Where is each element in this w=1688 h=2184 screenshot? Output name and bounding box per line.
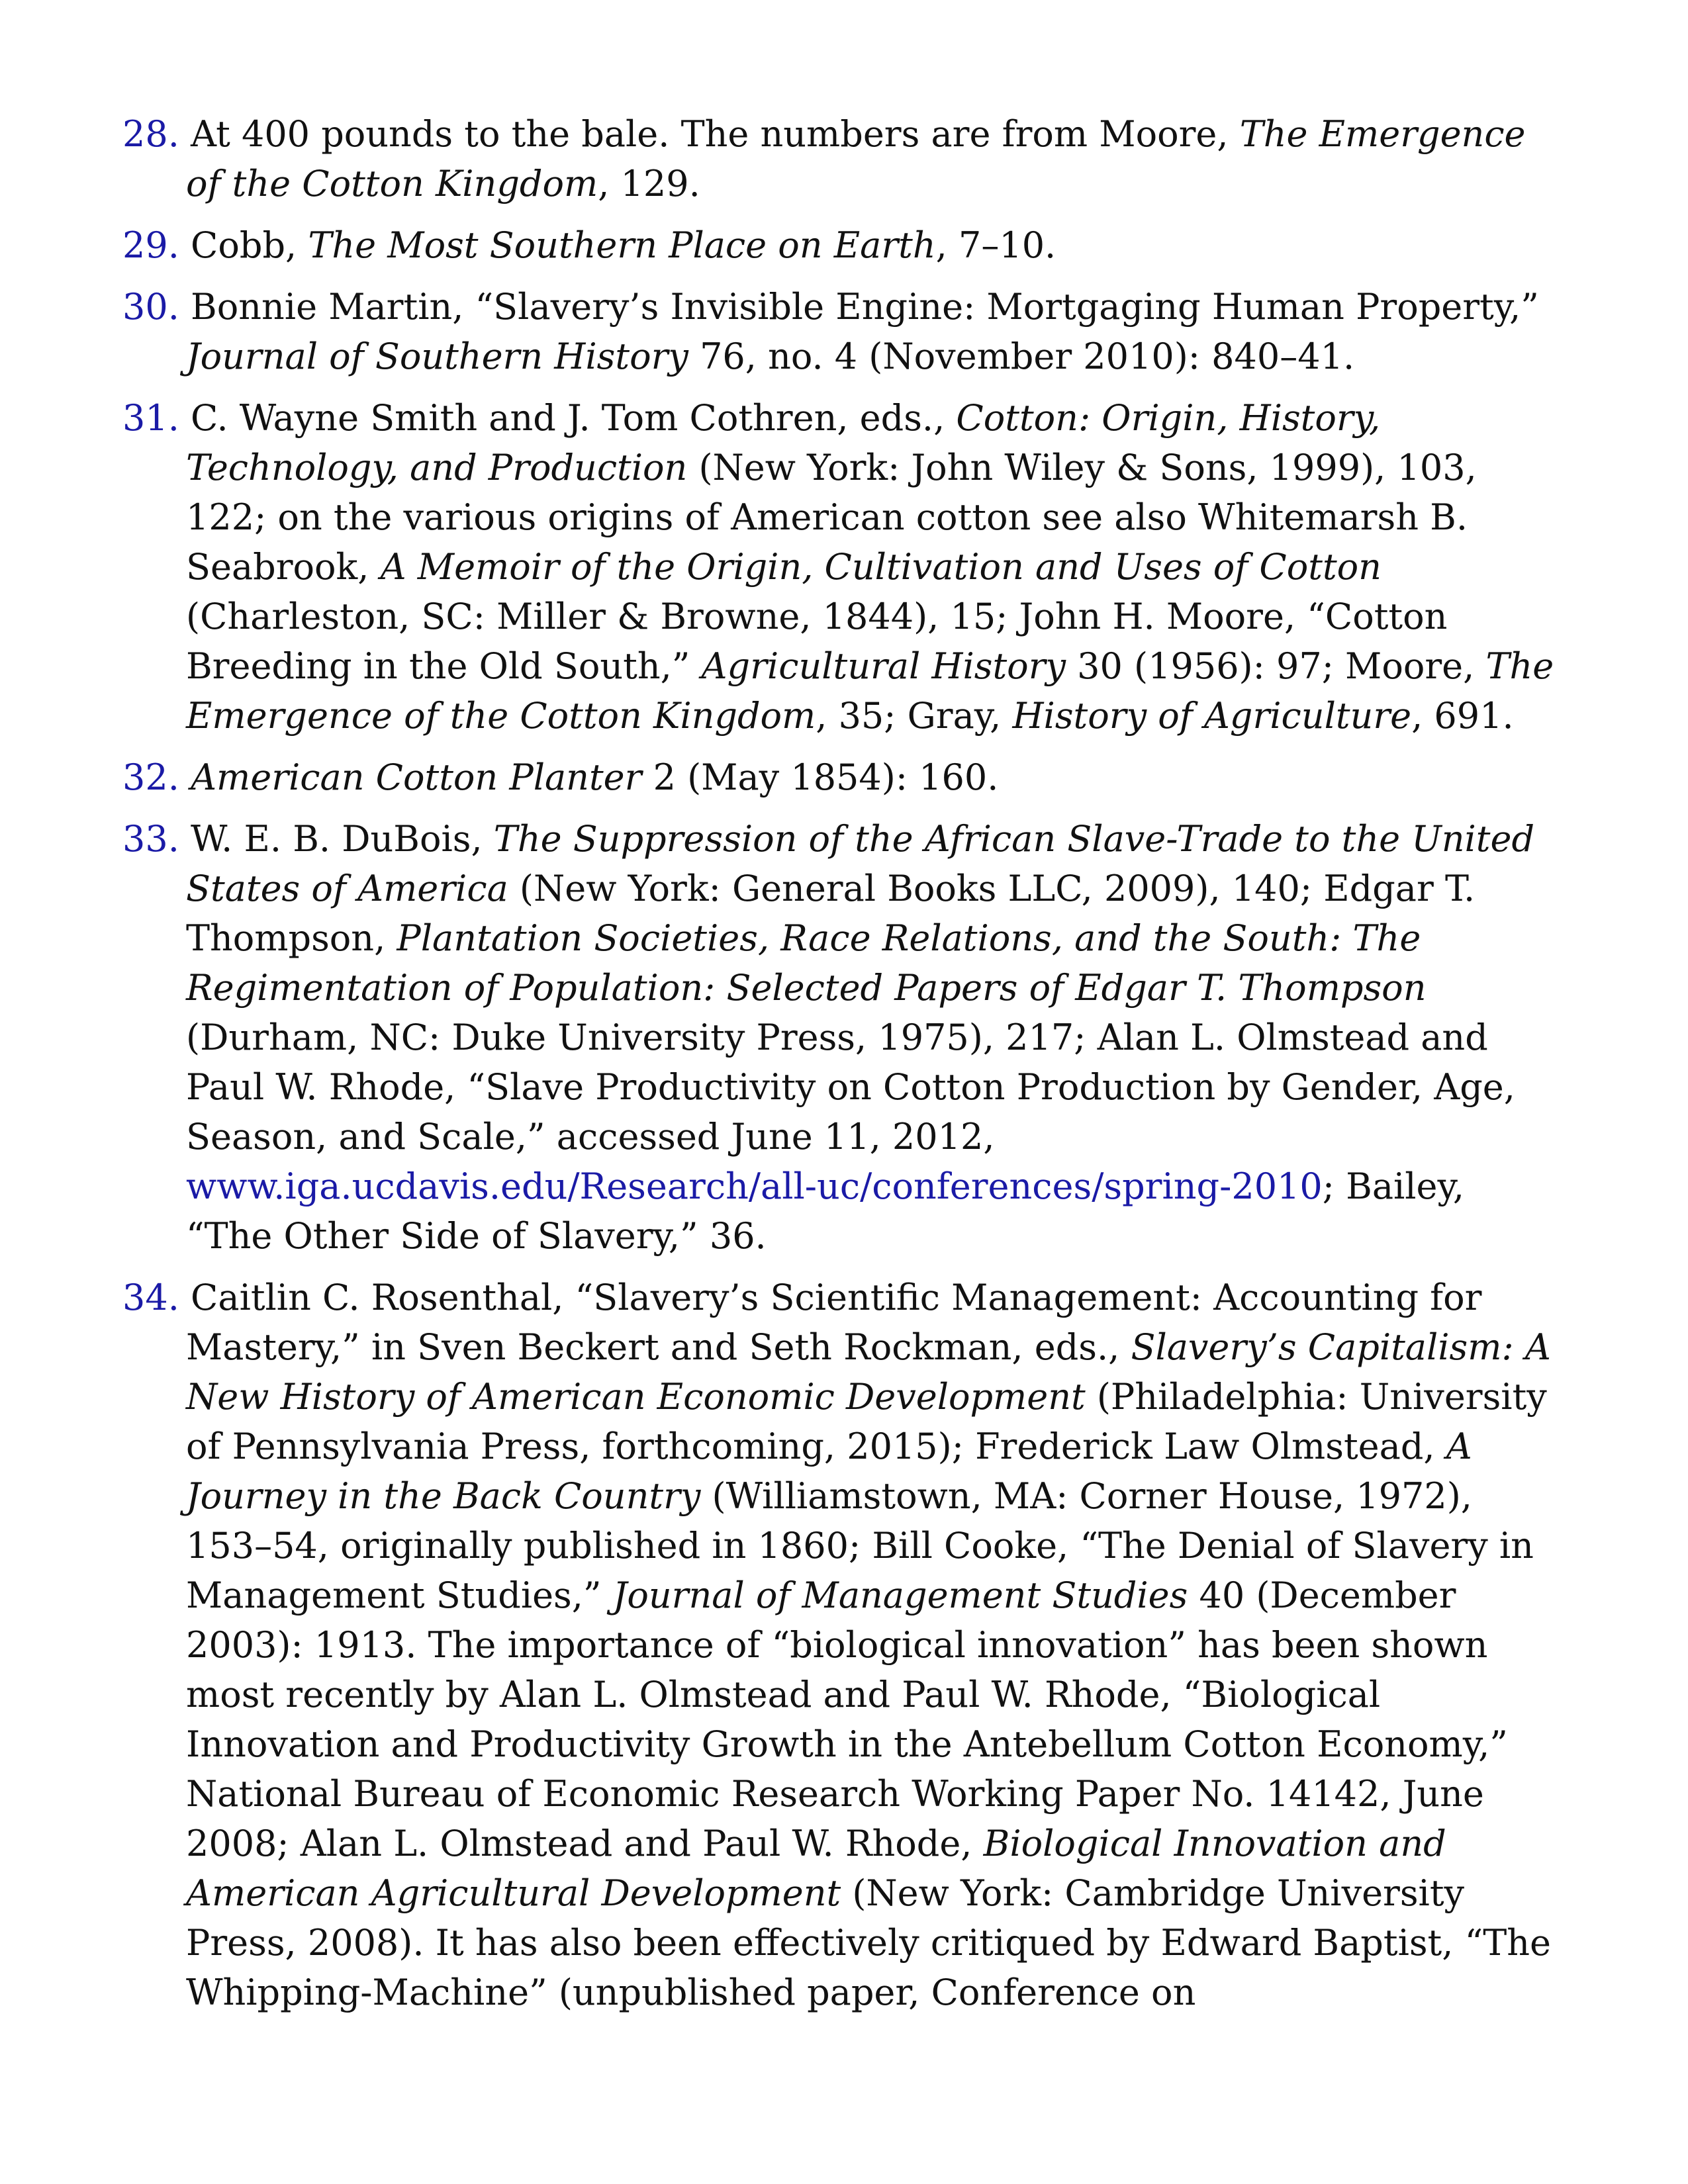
citation-title: American Cotton Planter <box>191 756 642 798</box>
endnote <box>122 220 1559 270</box>
endnote-text: ; Bailey, “The Other Side of Slavery,” 36. <box>186 1165 1465 1257</box>
citation-title: Plantation Societies, Race Relations, and the South: The Regimentation of Population: Selected Papers of Edgar T. Thompson <box>186 917 1427 1009</box>
endnote-text: (Philadelphia: University of Pennsylvania Press, forthcoming, 2015); Frederick Law Olmstead, <box>186 1376 1547 1467</box>
endnote-text: Cobb, <box>179 224 308 266</box>
endnote <box>122 1273 1559 2017</box>
citation-title: The Suppression of the African Slave-Trade to the United States of America <box>186 818 1535 909</box>
endnote-text: , 691. <box>1411 695 1514 737</box>
endnote-text: (New York: Cambridge University Press, 2008). It has also been effectively critiqued by Edward Baptist, “The Whipping-Machine” (unpublished paper, Conference on <box>186 1872 1551 2013</box>
endnote-number-link[interactable]: 31. <box>122 397 179 439</box>
endnote-text: (Charleston, SC: Miller & Browne, 1844), 15; John H. Moore, “Cotton Breeding in the Old South,” <box>186 596 1448 687</box>
citation-title: History of Agriculture <box>1012 695 1412 737</box>
endnote <box>122 752 1559 802</box>
endnote-text: Caitlin C. Rosenthal, “Slavery’s Scientific Management: Accounting for Mastery,” in Sven Beckert and Seth Rockman, eds., <box>179 1277 1482 1368</box>
citation-title: The Emergence of the Cotton Kingdom <box>186 645 1554 737</box>
endnote-text: (Williamstown, MA: Corner House, 1972), 153–54, originally published in 1860; Bill Cooke, “The Denial of Slavery in Management Studies,” <box>186 1475 1534 1616</box>
endnote-number-link[interactable]: 30. <box>122 286 179 328</box>
endnote-text: Bonnie Martin, “Slavery’s Invisible Engine: Mortgaging Human Property,” <box>179 286 1539 328</box>
endnote-text: 2 (May 1854): 160. <box>641 756 999 798</box>
url-link[interactable]: www.iga.ucdavis.edu/Research/all-uc/conferences/spring-2010 <box>186 1165 1323 1207</box>
endnote <box>122 282 1559 381</box>
citation-title: Journal of Southern History <box>186 336 688 377</box>
endnote-number-link[interactable]: 33. <box>122 818 179 860</box>
endnote <box>122 393 1559 741</box>
endnote-text: , 129. <box>598 163 700 205</box>
endnote-number-link[interactable]: 34. <box>122 1277 179 1318</box>
endnote-number-link[interactable]: 32. <box>122 756 179 798</box>
endnote-text: , 35; Gray, <box>816 695 1013 737</box>
endnote <box>122 814 1559 1261</box>
citation-title: Journal of Management Studies <box>612 1574 1188 1616</box>
endnote-number-link[interactable]: 28. <box>122 113 179 155</box>
endnote-text <box>179 756 191 798</box>
endnote-text: 40 (December 2003): 1913. The importance of “biological innovation” has been shown most recently by Alan L. Olmstead and Paul W. Rhode, “Biological Innovation and Productivity Growth in the Antebellum Cotton Economy,” National Bureau of Economic Research Working Paper No. 14142, June 2008; Alan L. Olmstead and Paul W. Rhode, <box>186 1574 1508 1864</box>
endnote-text: W. E. B. DuBois, <box>179 818 494 860</box>
endnotes-list <box>122 109 1559 2017</box>
endnote-text: (Durham, NC: Duke University Press, 1975), 217; Alan L. Olmstead and Paul W. Rhode, “Slave Productivity on Cotton Production by Gender, Age, Season, and Scale,” accessed June 11, 2012, <box>186 1017 1515 1158</box>
endnotes-page <box>122 109 1559 2029</box>
citation-title: The Most Southern Place on Earth <box>308 224 936 266</box>
endnote-text: (New York: General Books LLC, 2009), 140; Edgar T. Thompson, <box>186 868 1476 959</box>
endnote-text: 76, no. 4 (November 2010): 840–41. <box>688 336 1355 377</box>
citation-title: The Emergence of the Cotton Kingdom <box>186 113 1526 205</box>
citation-title: Biological Innovation and American Agricultural Development <box>186 1823 1446 1914</box>
citation-title: Slavery’s Capitalism: A New History of American Economic Development <box>186 1326 1551 1418</box>
endnote <box>122 109 1559 208</box>
citation-title: A Memoir of the Origin, Cultivation and Uses of Cotton <box>380 546 1382 588</box>
citation-title: A Journey in the Back Country <box>186 1426 1472 1517</box>
endnote-number-link[interactable]: 29. <box>122 224 179 266</box>
endnote-text: C. Wayne Smith and J. Tom Cothren, eds., <box>179 397 957 439</box>
endnote-text: At 400 pounds to the bale. The numbers are from Moore, <box>179 113 1240 155</box>
endnote-text: 30 (1956): 97; Moore, <box>1066 645 1486 687</box>
citation-title: Agricultural History <box>701 645 1066 687</box>
citation-title: Cotton: Origin, History, Technology, and Production <box>186 397 1381 488</box>
endnote-text: (New York: John Wiley & Sons, 1999), 103, 122; on the various origins of American cotton see also Whitemarsh B. Seabrook, <box>186 447 1477 588</box>
endnote-text: , 7–10. <box>935 224 1056 266</box>
